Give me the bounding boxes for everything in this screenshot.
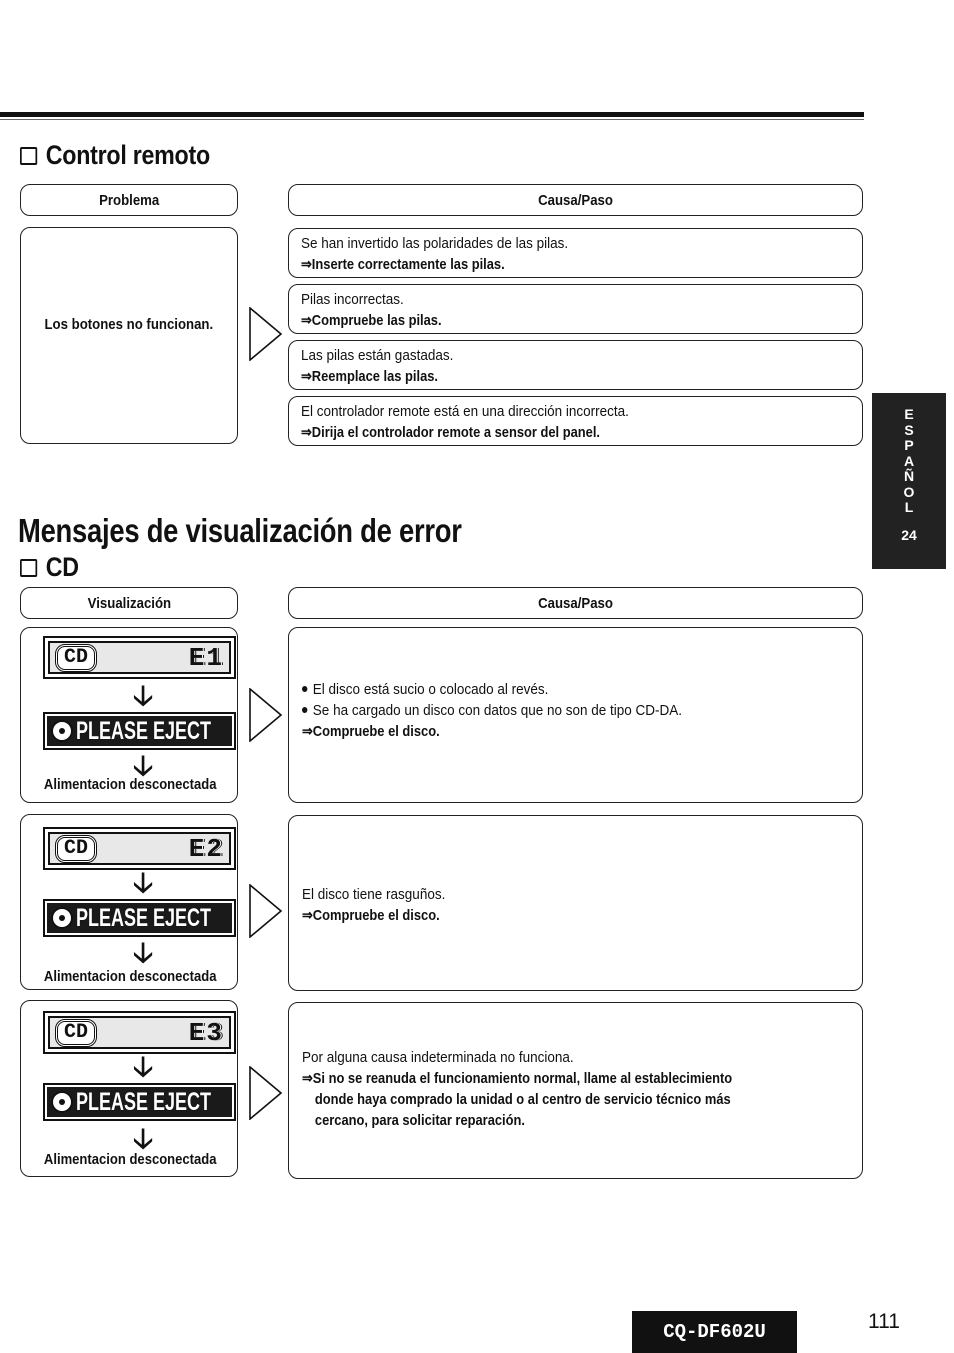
problem-cell bbox=[20, 227, 238, 444]
right-triangle-icon bbox=[249, 1066, 283, 1120]
lcd-error-code: E2 bbox=[188, 833, 224, 864]
please-eject-display bbox=[43, 1083, 236, 1121]
cause-action: ⇒Compruebe el disco. bbox=[302, 723, 440, 740]
lcd-error-code: E1 bbox=[188, 642, 224, 673]
power-off-text: Alimentacion desconectada bbox=[43, 968, 217, 985]
lcd-cd-label: CD bbox=[55, 835, 97, 863]
cause-text-e1: El disco está sucio o colocado al revés. Se ha cargado un disco con datos que no son de tipo CD-DA. ⇒Compruebe el disco. bbox=[302, 681, 683, 740]
lcd-cd-label: CD bbox=[55, 644, 97, 672]
disc-icon bbox=[51, 907, 73, 929]
down-arrow-icon: 🡣 bbox=[133, 937, 154, 968]
display-cell-e1 bbox=[20, 627, 238, 803]
cause-action: ⇒Dirija el controlador remote a sensor del panel. bbox=[301, 424, 600, 441]
header-cause-cd: Causa/Paso bbox=[288, 587, 863, 619]
cause-text-e3: Por alguna causa indeterminada no funciona. ⇒Si no se reanuda el funcionamiento normal, llame al establecimiento donde haya comprado la unidad o al centro de servicio técnico más cercano, para solicitar reparación. bbox=[302, 1049, 733, 1129]
power-off-text: Alimentacion desconectada bbox=[43, 1151, 217, 1168]
header-cause: Causa/Paso bbox=[288, 184, 863, 216]
section-title-remote: Control remoto bbox=[20, 140, 210, 171]
down-arrow-icon: 🡣 bbox=[133, 1123, 154, 1154]
cause-action: ⇒Si no se reanuda el funcionamiento normal, llame al establecimiento bbox=[302, 1070, 733, 1087]
lcd-display bbox=[43, 1011, 236, 1054]
cause-text-e2: El disco tiene rasguños. ⇒Compruebe el disco. bbox=[302, 886, 446, 924]
disc-icon bbox=[51, 720, 73, 742]
bullet-icon bbox=[302, 686, 307, 692]
down-arrow-icon: 🡣 bbox=[133, 750, 154, 781]
display-cell-e2 bbox=[20, 814, 238, 990]
cause-text: El controlador remote está en una dirección incorrecta. bbox=[301, 403, 629, 420]
right-triangle-icon bbox=[249, 884, 283, 938]
down-arrow-icon: 🡣 bbox=[133, 867, 154, 898]
header-display: Visualización bbox=[20, 587, 238, 619]
cause-action: donde haya comprado la unidad o al centro de servicio técnico más bbox=[314, 1091, 731, 1108]
please-eject-display bbox=[43, 899, 236, 937]
cause-text: Pilas incorrectas. bbox=[301, 291, 404, 308]
disc-icon bbox=[51, 1091, 73, 1113]
square-icon bbox=[20, 559, 37, 577]
lcd-display bbox=[43, 636, 236, 679]
eject-text: PLEASE EJECT bbox=[76, 903, 212, 932]
cause-action: ⇒Inserte correctamente las pilas. bbox=[301, 256, 505, 273]
language-tab: E S P A Ñ O L 24 bbox=[872, 393, 946, 569]
eject-text: PLEASE EJECT bbox=[76, 1087, 212, 1116]
cause-text: Las pilas están gastadas. bbox=[301, 347, 454, 364]
power-off-text: Alimentacion desconectada bbox=[43, 776, 217, 793]
eject-text: PLEASE EJECT bbox=[76, 716, 212, 745]
down-arrow-icon: 🡣 bbox=[133, 680, 154, 711]
header-problem: Problema bbox=[20, 184, 238, 216]
tab-page-number: 24 bbox=[901, 526, 917, 543]
page-number: 111 bbox=[868, 1310, 900, 1333]
cause-action: ⇒Reemplace las pilas. bbox=[301, 368, 439, 385]
lcd-cd-label: CD bbox=[55, 1019, 97, 1047]
header-rule-thin bbox=[0, 119, 864, 120]
cause-box-1 bbox=[288, 228, 863, 278]
bullet-icon bbox=[302, 707, 307, 713]
right-triangle-icon bbox=[249, 307, 283, 361]
cause-action: cercano, para solicitar reparación. bbox=[314, 1112, 525, 1129]
header-rule bbox=[0, 112, 864, 117]
cause-text: Se han invertido las polaridades de las pilas. bbox=[301, 235, 569, 252]
square-icon bbox=[20, 147, 37, 165]
down-arrow-icon: 🡣 bbox=[133, 1051, 154, 1082]
right-triangle-icon bbox=[249, 688, 283, 742]
lcd-error-code: E3 bbox=[188, 1017, 224, 1048]
section-title-cd: CD bbox=[20, 552, 79, 583]
please-eject-display bbox=[43, 712, 236, 750]
cause-box-3 bbox=[288, 340, 863, 390]
cause-box-2 bbox=[288, 284, 863, 334]
section-title-error: Mensajes de visualización de error bbox=[18, 512, 462, 549]
cause-action: ⇒Compruebe el disco. bbox=[302, 907, 440, 924]
model-label: CQ-DF602U bbox=[632, 1311, 797, 1353]
cause-box-4 bbox=[288, 396, 863, 446]
problem-text: Los botones no funcionan. bbox=[44, 316, 214, 333]
display-cell-e3 bbox=[20, 1000, 238, 1177]
lcd-display bbox=[43, 827, 236, 870]
cause-action: ⇒Compruebe las pilas. bbox=[301, 312, 442, 329]
